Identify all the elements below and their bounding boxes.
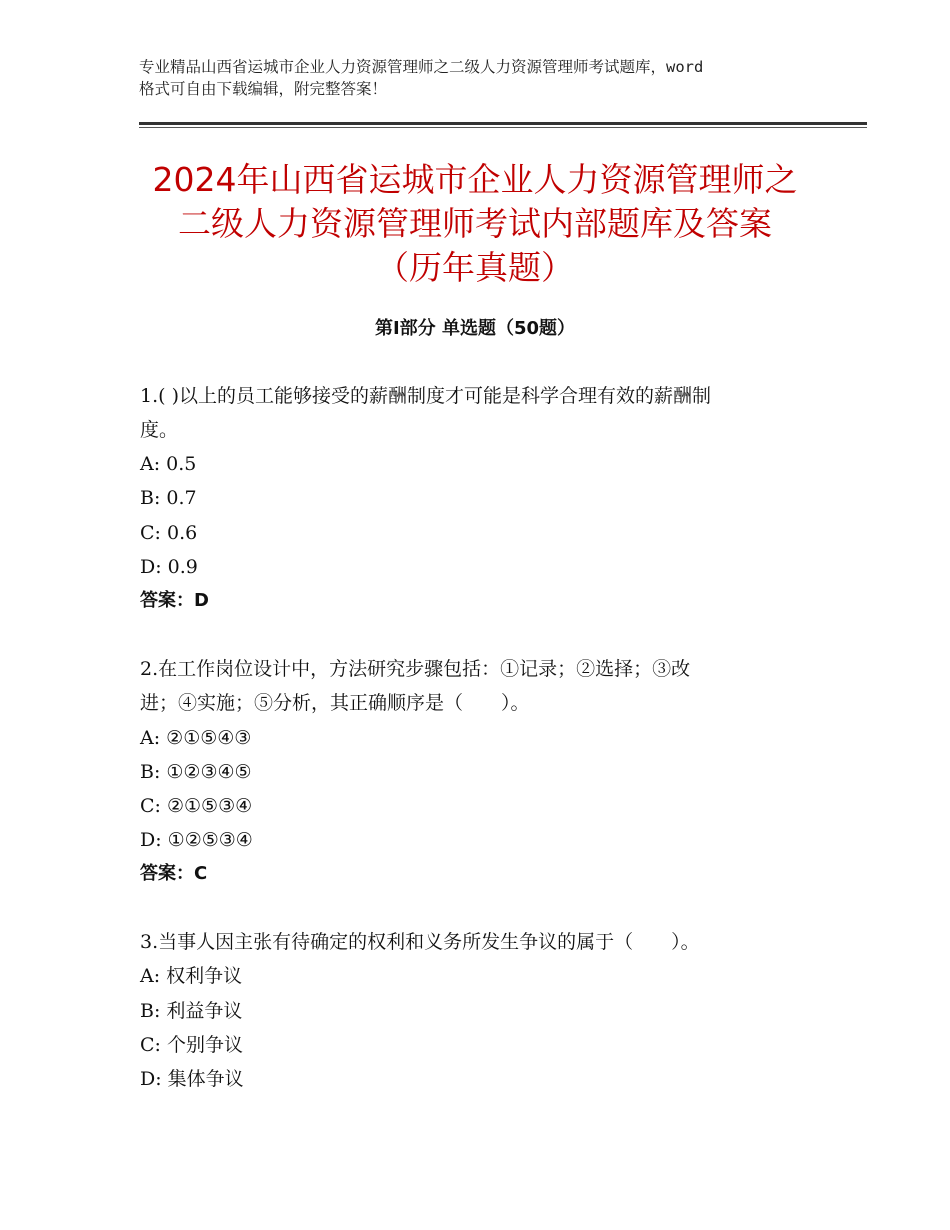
header-note-line-2: 格式可自由下载编辑，附完整答案！ — [139, 80, 388, 98]
header-note — [139, 56, 829, 100]
question-2-option-d: D: ①②⑤③④ — [140, 829, 253, 851]
question-3-option-d: D: 集体争议 — [140, 1068, 244, 1090]
document-title — [80, 158, 870, 290]
question-3-option-a: A: 权利争议 — [140, 965, 243, 987]
document-title-line-2: 二级人力资源管理师考试内部题库及答案 — [178, 204, 772, 243]
header-rule-thick — [139, 122, 867, 125]
question-2-stem-line-2: 进；④实施；⑤分析，其正确顺序是（ ）。 — [140, 692, 530, 714]
document-title-line-3: （历年真题） — [376, 248, 574, 287]
question-3-option-b: B: 利益争议 — [140, 1000, 243, 1022]
question-2-option-b: B: ①②③④⑤ — [140, 761, 252, 783]
question-1-option-b: B: 0.7 — [140, 487, 197, 509]
question-2-stem-line-1: 2.在工作岗位设计中，方法研究步骤包括：①记录；②选择；③改 — [140, 658, 691, 680]
question-1-option-a: A: 0.5 — [140, 453, 197, 475]
document-title-line-1: 2024年山西省运城市企业人力资源管理师之 — [152, 160, 798, 199]
question-3-stem-line-1: 3.当事人因主张有待确定的权利和义务所发生争议的属于（ ）。 — [140, 931, 700, 953]
question-2-option-a: A: ②①⑤④③ — [140, 727, 252, 749]
question-2-answer: 答案：C — [140, 863, 208, 884]
header-rule-thin — [139, 127, 867, 128]
section-title: 第Ⅰ部分 单选题（50题） — [374, 318, 575, 339]
question-1-option-d: D: 0.9 — [140, 556, 198, 578]
question-3-option-c: C: 个别争议 — [140, 1034, 243, 1056]
question-1-stem-line-1: 1.( )以上的员工能够接受的薪酬制度才可能是科学合理有效的薪酬制 — [140, 385, 711, 407]
question-1-option-c: C: 0.6 — [140, 522, 198, 544]
question-1-stem-line-2: 度。 — [140, 419, 179, 441]
question-2-option-c: C: ②①⑤③④ — [140, 795, 253, 817]
header-note-line-1: 专业精品山西省运城市企业人力资源管理师之二级人力资源管理师考试题库，word — [139, 58, 704, 76]
question-1-answer: 答案：D — [140, 590, 209, 611]
